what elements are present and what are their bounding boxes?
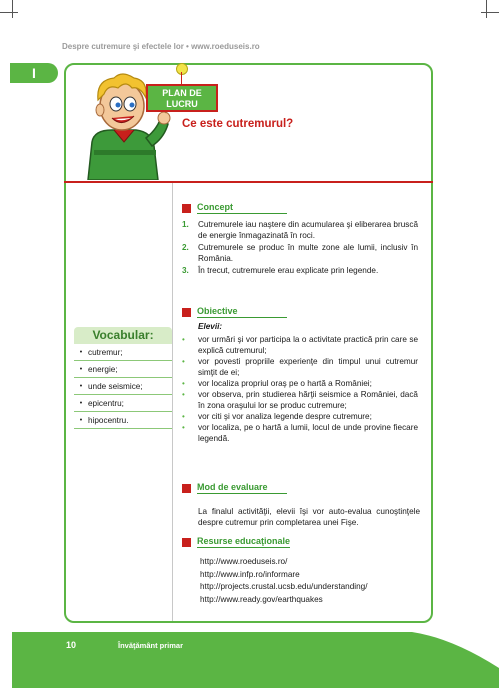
concept-title: Concept bbox=[197, 202, 287, 214]
bullet-icon: • bbox=[79, 382, 83, 390]
bullet-icon: • bbox=[182, 357, 185, 366]
bullet-icon: • bbox=[79, 348, 83, 356]
vocabulary-term: unde seismice; bbox=[88, 381, 143, 391]
resources-title: Resurse educaţionale bbox=[197, 536, 291, 546]
resources-heading bbox=[182, 536, 290, 548]
page-number: 10 bbox=[66, 640, 77, 650]
plan-label-line1: PLAN DE bbox=[162, 88, 202, 98]
bullet-icon: • bbox=[182, 390, 185, 399]
section-marker-icon bbox=[182, 308, 191, 317]
resource-link[interactable]: http://www.infp.ro/informare bbox=[200, 569, 300, 579]
item-text: Cutremurele se produc în multe zone ale lumii, inclusiv în România. bbox=[198, 243, 418, 263]
running-head: Despre cutremure şi efectele lor • www.roeduseis.ro bbox=[62, 42, 260, 51]
item-text: vor citi şi vor analiza legende despre cutremure; bbox=[198, 412, 372, 421]
crop-mark bbox=[481, 12, 499, 13]
footer-band bbox=[12, 632, 499, 688]
item-number: 1. bbox=[182, 220, 189, 229]
bullet-icon: • bbox=[182, 412, 185, 421]
list-item bbox=[182, 265, 418, 276]
crop-mark bbox=[0, 12, 18, 13]
evaluation-title: Mod de evaluare bbox=[197, 482, 287, 494]
crop-mark bbox=[486, 0, 487, 18]
item-text: vor localiza propriul oraş pe o hartă a României; bbox=[198, 379, 372, 388]
section-marker-icon bbox=[182, 204, 191, 213]
item-number: 2. bbox=[182, 243, 189, 252]
chapter-tab: I bbox=[10, 63, 58, 83]
item-text: vor observa, prin studierea hărţii seismice a României, dacă în zona oraşului lor se produc cutremure; bbox=[198, 390, 418, 410]
footer-label: Învăţământ primar bbox=[118, 641, 184, 650]
hanging-string bbox=[181, 72, 182, 84]
item-text: În trecut, cutremurele erau explicate prin legende. bbox=[198, 266, 379, 275]
objectives-list bbox=[182, 334, 418, 444]
evaluation-heading bbox=[182, 482, 287, 494]
item-text: vor urmări şi vor participa la o activitate practică prin care se explică cutremurul; bbox=[198, 335, 418, 355]
resource-link[interactable]: http://www.ready.gov/earthquakes bbox=[200, 594, 323, 604]
section-marker-icon bbox=[182, 484, 191, 493]
bullet-icon: • bbox=[79, 365, 83, 373]
plan-de-lucru-badge bbox=[146, 84, 218, 112]
item-text: vor povesti propriile experienţe din timpul unui cutremur simţit de ei; bbox=[198, 357, 418, 377]
column-divider bbox=[172, 183, 173, 621]
bullet-icon: • bbox=[182, 335, 185, 344]
list-item bbox=[182, 334, 418, 356]
vocabulary-item bbox=[74, 344, 172, 361]
bullet-icon: • bbox=[182, 379, 185, 388]
bullet-icon: • bbox=[79, 416, 83, 424]
vocabulary-term: cutremur; bbox=[88, 347, 123, 357]
crop-mark bbox=[12, 0, 13, 18]
vocabulary-term: hipocentru. bbox=[88, 415, 129, 425]
pin-icon bbox=[176, 63, 188, 75]
list-item bbox=[182, 378, 418, 389]
list-item bbox=[182, 389, 418, 411]
bullet-icon: • bbox=[182, 423, 185, 432]
objectives-title: Obiective bbox=[197, 306, 287, 318]
evaluation-text: La finalul activităţii, elevii îşi vor auto-evalua cunoştinţele despre cutremur prin completarea unei Fişe. bbox=[198, 507, 420, 527]
resources-links bbox=[200, 556, 368, 606]
item-text: vor localiza, pe o hartă a lumii, locul de unde provine fiecare legendă. bbox=[198, 423, 418, 443]
item-number: 3. bbox=[182, 266, 189, 275]
concept-list bbox=[182, 219, 418, 277]
header-divider bbox=[64, 181, 433, 183]
list-item bbox=[182, 356, 418, 378]
vocabulary-title: Vocabular: bbox=[74, 327, 172, 344]
list-item bbox=[182, 242, 418, 264]
objectives-lead: Elevii: bbox=[198, 322, 223, 331]
concept-heading bbox=[182, 202, 287, 214]
list-item bbox=[182, 422, 418, 444]
resource-link[interactable]: http://www.roeduseis.ro/ bbox=[200, 557, 288, 566]
plan-label-line2: LUCRU bbox=[166, 99, 198, 109]
page-title: Ce este cutremurul? bbox=[182, 118, 294, 130]
resource-link[interactable]: http://projects.crustal.ucsb.edu/understanding/ bbox=[200, 582, 368, 591]
vocabulary-item bbox=[74, 412, 172, 429]
item-text: Cutremurele iau naştere din acumularea şi eliberarea bruscă de energie înmagazinată în roci. bbox=[198, 220, 418, 240]
section-marker-icon bbox=[182, 538, 191, 547]
list-item bbox=[182, 411, 418, 422]
vocabulary-term: energie; bbox=[88, 364, 118, 374]
vocabulary-item bbox=[74, 395, 172, 412]
objectives-heading bbox=[182, 306, 287, 318]
bullet-icon: • bbox=[79, 399, 83, 407]
vocabulary-item bbox=[74, 361, 172, 378]
vocabulary-term: epicentru; bbox=[88, 398, 124, 408]
vocabulary-item bbox=[74, 378, 172, 395]
list-item bbox=[182, 219, 418, 241]
vocabulary-box bbox=[74, 327, 172, 429]
